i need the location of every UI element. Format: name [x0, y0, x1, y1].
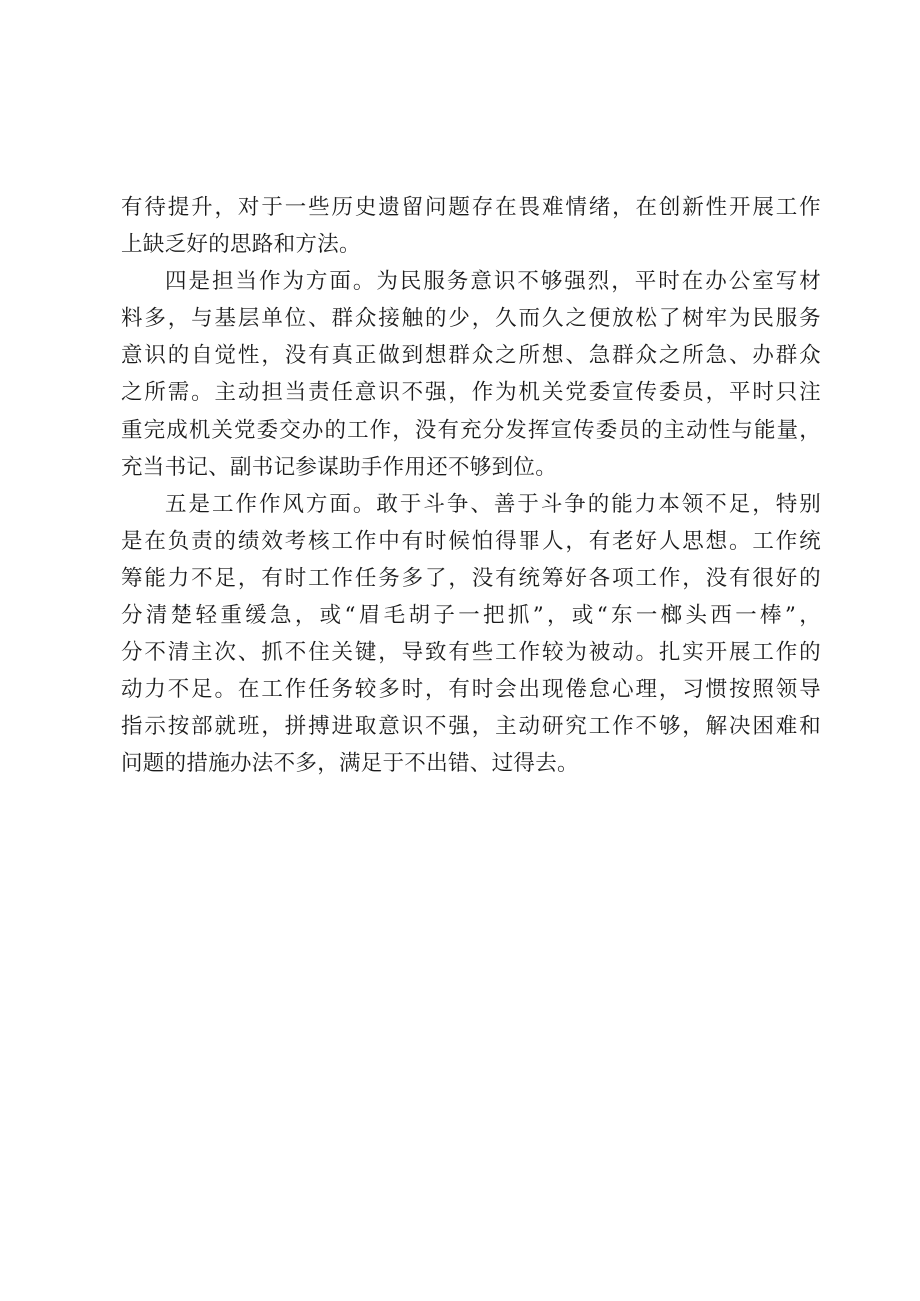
text-line: 料多，与基层单位、群众接触的少，久而久之便放松了树牢为民服务 [121, 306, 821, 332]
text-line: 四是担当作为方面。为民服务意识不够强烈，平时在办公室写材 [165, 269, 821, 295]
text-line: 重完成机关党委交办的工作，没有充分发挥宣传委员的主动性与能量， [121, 417, 821, 443]
text-line: 是在负责的绩效考核工作中有时候怕得罪人，有老好人思想。工作统 [121, 528, 821, 554]
text-line: 筹能力不足，有时工作任务多了，没有统筹好各项工作，没有很好的 [121, 565, 821, 591]
text-line: 问题的措施办法不多，满足于不出错、过得去。 [121, 751, 579, 777]
paragraph-3 [121, 486, 821, 783]
text-line: 分清楚轻重缓急，或“眉毛胡子一把抓”，或“东一榔头西一棒”， [121, 603, 821, 629]
text-line: 有待提升，对于一些历史遗留问题存在畏难情绪，在创新性开展工作 [121, 195, 821, 220]
text-line: 充当书记、副书记参谋助手作用还不够到位。 [121, 454, 558, 480]
text-line: 动力不足。在工作任务较多时，有时会出现倦怠心理，习惯按照领导 [121, 677, 821, 703]
text-line: 之所需。主动担当责任意识不强，作为机关党委宣传委员，平时只注 [121, 380, 821, 406]
text-line: 意识的自觉性，没有真正做到想群众之所想、急群众之所急、办群众 [121, 343, 821, 369]
text-line: 上缺乏好的思路和方法。 [121, 232, 361, 258]
paragraph-1 [121, 189, 821, 263]
paragraph-2 [121, 263, 821, 486]
text-line: 指示按部就班，拼搏进取意识不强，主动研究工作不够，解决困难和 [121, 714, 821, 740]
text-line: 分不清主次、抓不住关键，导致有些工作较为被动。扎实开展工作的 [121, 640, 821, 666]
text-line: 五是工作作风方面。敢于斗争、善于斗争的能力本领不足，特别 [165, 491, 821, 517]
document-body [121, 189, 821, 783]
